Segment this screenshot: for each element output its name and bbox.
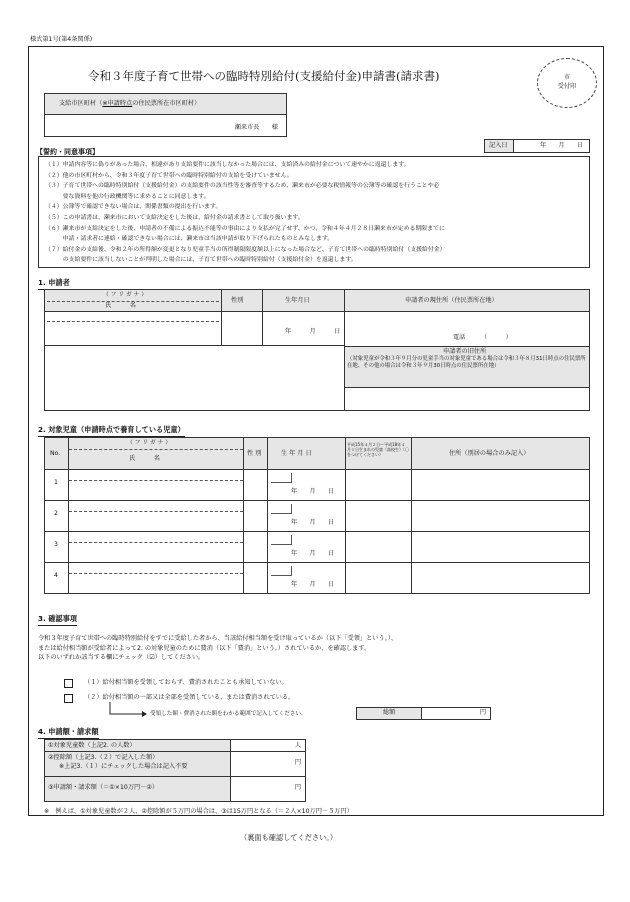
row-divider <box>45 500 589 501</box>
pledge-heading: 【誓約・同意事項】 <box>36 148 99 156</box>
amount-row1-unit[interactable]: 人 <box>294 742 301 749</box>
child-dob-value[interactable]: 年 月 日 <box>291 519 337 526</box>
addressee-box <box>44 93 287 137</box>
pledge-box <box>38 156 590 268</box>
child-row-no: 1 <box>54 479 58 486</box>
applicant-dob-value[interactable]: 年 月 日 <box>285 328 343 335</box>
stamp-line1: 市 <box>563 74 571 81</box>
entry-date-box <box>484 139 590 153</box>
child-era-box[interactable] <box>271 504 292 514</box>
amount-example: ※ 例えば、①対象児童数が２人、②控除額が５万円の場合は、③は15万円となる（＝２人×10万円－５万円） <box>44 808 353 815</box>
applicant-furigana-field[interactable] <box>47 321 219 322</box>
children-address-header: 住所（別居の場合のみ記入） <box>449 450 530 457</box>
addressee-header-c: の住民票所在市区町村） <box>132 100 201 107</box>
reception-stamp <box>537 58 597 108</box>
entry-date-value[interactable]: 年 月 日 <box>540 142 586 149</box>
child-furigana-field[interactable] <box>69 573 243 574</box>
row-divider <box>45 531 589 532</box>
stamp-line2: 受付印 <box>557 83 577 90</box>
child-dob-value[interactable]: 年 月 日 <box>291 488 337 495</box>
child-dob-value[interactable]: 年 月 日 <box>291 550 337 557</box>
total-box <box>356 707 491 720</box>
child-era-box[interactable] <box>271 535 292 545</box>
amount-table <box>44 739 306 802</box>
applicant-dob-header: 生年月日 <box>285 297 310 304</box>
applicant-name-header: 氏 名 <box>105 302 136 309</box>
children-name-header: 氏 名 <box>129 455 160 462</box>
mayor-label: 瀬来市長 様 <box>234 124 278 131</box>
arrow-icon <box>108 702 148 718</box>
child-furigana-field[interactable] <box>69 511 243 512</box>
addressee-header <box>59 100 200 108</box>
form-title: 令和３年度子育て世帯への臨時特別給付(支援給付金)申請書(請求書) <box>88 69 440 83</box>
old-address-title: 申請者の旧住所 <box>443 348 487 355</box>
section-applicant-heading: 1. 申請者 <box>38 278 70 290</box>
section-confirm-heading: 3. 確認事項 <box>38 614 77 626</box>
child-furigana-field[interactable] <box>69 542 243 543</box>
child-era-box[interactable] <box>271 473 292 483</box>
footer-note: （裏面も確認してください。） <box>240 833 338 842</box>
pledge-item: の支給要件に該当しないことが判明した場合には、子育て世帯への臨時特別給付（支援給付金）を返還します。 <box>45 257 357 264</box>
pledge-item: （４）公簿等で確認できない場合は、関係書類の提出を行います。 <box>45 204 222 211</box>
confirm-line: または給付相当額が受給者によって2. の対象児童のために費消（以下「費消」という。）されているか、を確認します。 <box>38 644 371 652</box>
children-furigana-header: （ フ リ ガ ナ ） <box>127 440 171 446</box>
children-dob-header: 生 年 月 日 <box>281 450 312 457</box>
option1-label: （１）給付相当額を受領しておらず、費消されたことも承知していない。 <box>84 679 288 686</box>
amount-row2-label: ②控除額（上記3.（２）で記入した額） <box>48 754 159 761</box>
addressee-header-b: ※申請時点 <box>102 100 133 107</box>
addressee-header-a: 支給市区町村（ <box>59 100 103 107</box>
amount-row2-sub: ※上記3.（１）にチェックした場合は記入不要 <box>59 763 188 770</box>
pledge-item: 要な資料を他の行政機関等に求めることに同意します。 <box>45 193 210 200</box>
total-unit[interactable]: 円 <box>479 709 486 716</box>
amount-row2-unit[interactable]: 円 <box>294 759 301 766</box>
row-divider <box>45 562 589 563</box>
section-amount-heading: 4. 申請額・請求額 <box>38 727 99 739</box>
old-address-note: （対象児童が令和３年９月分の児童手当の対象児童である場合は令和３年８月31日時点の住民票所在地、その他の場合は令和３年９月30日時点の住民票所在地） <box>347 356 586 370</box>
child-row-no: 3 <box>54 541 58 548</box>
pledge-item: （３）子育て世帯への臨時特別給付（支援給付金）の支給要件の該当性等を審査等するため、瀬来市が必要な税情報等の公簿等の確認を行うことや必 <box>45 183 440 190</box>
pledge-item: （１）申請内容等に偽りがあった場合、相違があり支給要件に該当しなかった場合には、支給済みの給付金について速やかに返還します。 <box>45 162 410 168</box>
confirm-line: 令和３年度子育て世帯への臨時特別給付をすでに受給した者から、当該給付相当額を受け取っているか（以下「受領」という。）、 <box>38 635 398 642</box>
applicant-gender-header: 性別 <box>231 297 244 304</box>
pledge-item: （２）他の市区町村から、令和３年度子育て世帯への臨時特別給付の支給を受けていません。 <box>45 172 293 179</box>
form-id: 様式第1号(第4条関係) <box>30 36 93 43</box>
amount-row1-label: ①対象児童数（上記2. の人数） <box>48 742 136 749</box>
children-table <box>44 437 590 594</box>
applicant-phone[interactable]: 電話 （ ） <box>453 334 512 341</box>
section-children-heading: 2. 対象児童（申請時点で養育している児童） <box>38 425 185 437</box>
entry-date-label: 記入日 <box>489 142 508 149</box>
pledge-item: 申請・請求者に連絡・確認できない場合には、瀬来市は当該申請が取り下げられたものとみなします。 <box>45 236 334 243</box>
children-gender-header: 性 別 <box>247 450 262 457</box>
applicant-address-header: 申請者の現住所（住民票所在地） <box>405 297 498 304</box>
child-furigana-field[interactable] <box>69 480 243 481</box>
child-era-box[interactable] <box>271 566 292 576</box>
option1-checkbox[interactable] <box>64 679 73 688</box>
applicant-table <box>44 289 590 411</box>
applicant-furigana-header: （ フ リ ガ ナ ） <box>103 292 147 298</box>
amount-row3-label: ③申請額・請求額（＝①×10万円－②） <box>48 784 159 791</box>
children-no-header: No. <box>50 450 61 457</box>
child-row-no: 4 <box>54 572 58 579</box>
child-row-no: 2 <box>54 510 58 517</box>
option2-checkbox[interactable] <box>64 694 73 703</box>
total-label: 総額 <box>383 709 396 716</box>
option2-label: （２）給付相当額の一部又は全部を受領している、または費消されている。 <box>84 694 295 701</box>
pledge-item: （７）給付金の支給後、令和２年の所得額が変更となり児童手当の所得制限限度額以上になった場合など、子育て世帯への臨時特別給付（支援給付金） <box>45 246 446 253</box>
child-dob-value[interactable]: 年 月 日 <box>291 581 337 588</box>
amount-row3-unit[interactable]: 円 <box>294 784 301 791</box>
children-note-header: 平成15年４月２日～平成18年４月１日生まれの児童（高校生）（〇をつけてください） <box>347 442 409 458</box>
arrow-note: 受領した額・費消された額をわかる範囲で記入してください。 <box>150 711 307 717</box>
pledge-item: （６）瀬来市が支給決定をした後、申請者の不備による振込不能等の事由により支払が完了せず、かつ、令和４年４月２８日瀬来市が定める期限までに <box>45 225 445 232</box>
confirm-line: 以下のいずれか該当する欄にチェック（☑）してください。 <box>38 654 205 662</box>
pledge-item: （５）この申請書は、瀬来市において支給決定をした後は、給付金の請求書として取り扱います。 <box>45 214 304 221</box>
